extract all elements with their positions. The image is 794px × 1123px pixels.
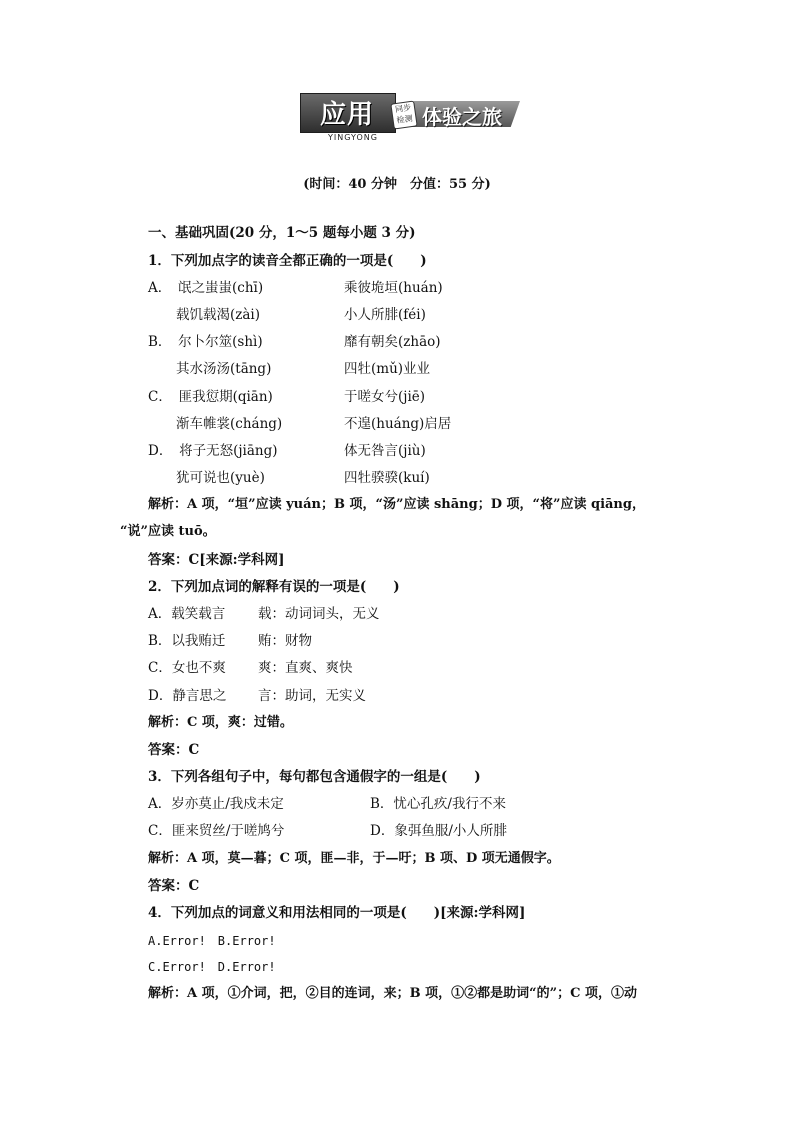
q1-option-d-2: 体无咎言(jiù) bbox=[344, 443, 426, 459]
q4-options-cd: C.Error! D.Error! bbox=[148, 960, 276, 974]
q4-stem: 4．下列加点的词意义和用法相同的一项是( )[来源:学科网] bbox=[148, 905, 526, 921]
q3-option-c: C．匪来贸丝/于嗟鸠兮 bbox=[148, 823, 285, 839]
time-score-info: (时间：40 分钟 分值：55 分) bbox=[303, 177, 491, 192]
banner-pinyin: YINGYONG bbox=[328, 133, 378, 142]
q1-option-d-1: D． 将子无怒(jiāng) bbox=[148, 443, 278, 459]
q1-option-d-3: 犹可说也(yuè) bbox=[176, 470, 265, 486]
q1-option-a-4: 小人所腓(féi) bbox=[344, 307, 426, 323]
q1-option-c-4: 不遑(huáng)启居 bbox=[344, 416, 452, 432]
q2-option-d-gloss: 言：助词，无实义 bbox=[258, 688, 366, 704]
q2-option-b-word: B．以我贿迁 bbox=[148, 633, 226, 649]
q3-answer: 答案：C bbox=[148, 878, 200, 894]
q1-answer: 答案：C[来源:学科网] bbox=[148, 552, 285, 568]
q1-option-b-1: B． 尔卜尔筮(shì) bbox=[148, 334, 263, 350]
q1-analysis-1: 解析：A 项，“垣”应读 yuán；B 项，“汤”应读 shāng；D 项，“将”应读 qiāng， bbox=[148, 497, 645, 512]
q2-stem: 2．下列加点词的解释有误的一项是( ) bbox=[148, 579, 400, 595]
q1-option-a-1: A． 氓之蚩蚩(chī) bbox=[148, 280, 264, 296]
q1-option-c-2: 于嗟女兮(jiē) bbox=[344, 389, 426, 405]
q1-option-b-4: 四牡(mǔ)业业 bbox=[344, 361, 431, 377]
banner-ribbon-text: 体验之旅 bbox=[422, 105, 502, 129]
q2-option-d-word: D．静言思之 bbox=[148, 688, 227, 704]
banner-main-text: 应用 bbox=[320, 100, 375, 130]
q1-option-a-3: 载饥载渴(zài) bbox=[176, 307, 261, 323]
q1-option-a-2: 乘彼垝垣(huán) bbox=[344, 280, 443, 296]
section-title: 一、基础巩固(20 分，1～5 题每小题 3 分) bbox=[148, 225, 416, 241]
banner-small-tag: 同步检测 bbox=[390, 100, 417, 129]
q1-option-c-1: C． 匪我愆期(qiān) bbox=[148, 389, 273, 405]
q2-option-a-word: A．载笑载言 bbox=[148, 606, 226, 622]
q3-analysis: 解析：A 项，莫—暮；C 项，匪—非，于—吁；B 项、D 项无通假字。 bbox=[148, 851, 560, 866]
q3-stem: 3．下列各组句子中，每句都包含通假字的一组是( ) bbox=[148, 769, 481, 785]
q1-option-b-3: 其水汤汤(tāng) bbox=[176, 361, 272, 377]
section-banner bbox=[300, 93, 522, 141]
q4-analysis: 解析：A 项，①介词，把，②目的连词，来；B 项，①②都是助词“的”；C 项，①动 bbox=[148, 986, 637, 1001]
q2-option-c-gloss: 爽：直爽、爽快 bbox=[258, 660, 353, 676]
q1-option-d-4: 四牡骙骙(kuí) bbox=[344, 470, 430, 486]
q4-options-ab: A.Error! B.Error! bbox=[148, 934, 276, 948]
q2-option-a-gloss: 载：动词词头，无义 bbox=[258, 606, 380, 622]
q2-answer: 答案：C bbox=[148, 742, 200, 758]
q1-stem: 1．下列加点字的读音全都正确的一项是( ) bbox=[148, 253, 427, 269]
q2-option-c-word: C．女也不爽 bbox=[148, 660, 226, 676]
q1-analysis-2: “说”应读 tuō。 bbox=[120, 524, 216, 539]
q3-option-b: B．忧心孔疚/我行不来 bbox=[370, 796, 506, 812]
q2-option-b-gloss: 贿：财物 bbox=[258, 633, 312, 649]
q3-option-a: A．岁亦莫止/我戍未定 bbox=[148, 796, 284, 812]
q1-option-c-3: 渐车帷裳(cháng) bbox=[176, 416, 283, 432]
q2-analysis: 解析：C 项，爽：过错。 bbox=[148, 715, 293, 730]
q3-option-d: D．象弭鱼服/小人所腓 bbox=[370, 823, 507, 839]
q1-option-b-2: 靡有朝矣(zhāo) bbox=[344, 334, 441, 350]
